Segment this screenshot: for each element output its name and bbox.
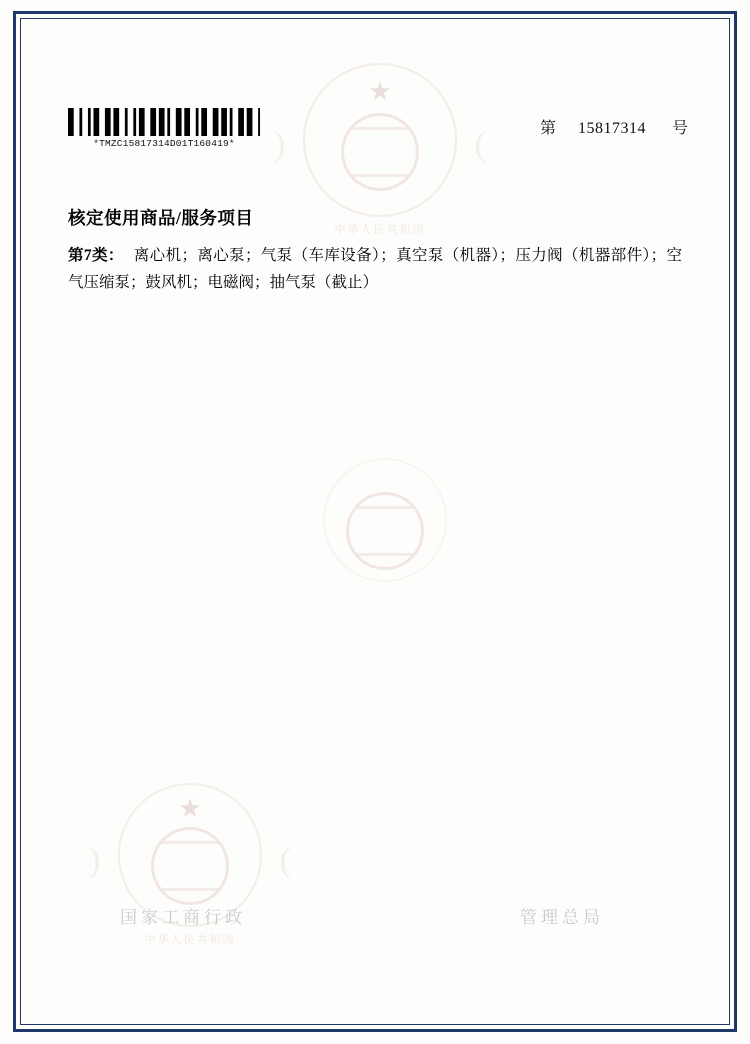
serial-number-value: 15817314 — [577, 120, 646, 137]
serial-suffix-label: 号 — [671, 120, 688, 137]
approved-goods-section — [68, 205, 682, 296]
serial-number-row — [540, 115, 688, 138]
faint-watermark-text-left: 国家工商行政 — [120, 908, 246, 927]
faint-watermark-text-right: 管理总局 — [520, 908, 604, 927]
emblem-wheat-right-icon: ( — [474, 126, 486, 163]
barcode-number: *TMZC15817314D01T160419* — [93, 138, 235, 149]
emblem-star-icon: ★ — [178, 794, 202, 824]
emblem-wheat-left-icon: ) — [274, 126, 286, 163]
emblem-caption: 中华人民共和国 — [144, 934, 236, 946]
section-title: 核定使用商品/服务项目 — [68, 208, 254, 228]
goods-paragraph — [68, 242, 682, 296]
emblem-caption: 中华人民共和国 — [334, 224, 426, 236]
class-label: 第7类： — [68, 247, 124, 264]
emblem-wheat-right-icon: ( — [279, 841, 291, 879]
barcode-block — [68, 108, 260, 149]
emblem-wheat-left-icon: ) — [89, 841, 101, 879]
goods-list-text: 离心机；离心泵；气泵（车库设备）；真空泵（机器）；压力阀（机器部件）；空气压缩泵；鼓风机；电磁阀；抽气泵（截止） — [68, 247, 682, 292]
barcode-icon — [68, 108, 260, 136]
emblem-star-icon: ★ — [368, 77, 392, 106]
serial-prefix-label: 第 — [539, 120, 556, 137]
page-border-inner — [20, 18, 730, 1025]
